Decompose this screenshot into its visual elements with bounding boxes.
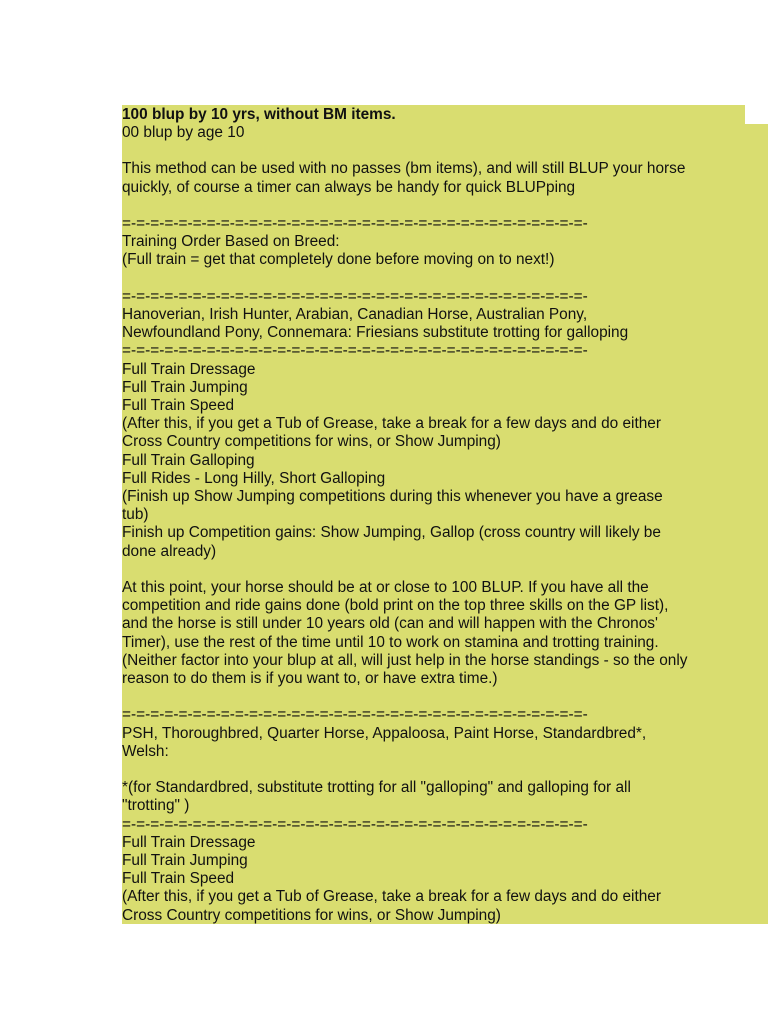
text-line: *(for Standardbred, substitute trotting for all "galloping" and galloping for all <box>122 779 631 797</box>
text-line: reason to do them is if you want to, or have extra time.) <box>122 670 498 687</box>
text-line: This method can be used with no passes (bm items), and will still BLUP your horse <box>122 160 686 178</box>
separator-line: =-=-=-=-=-=-=-=-=-=-=-=-=-=-=-=-=-=-=-=-=-=-=-=-=-=-=-=-=-=-=-=-=- <box>122 342 588 360</box>
text-line: Hanoverian, Irish Hunter, Arabian, Canadian Horse, Australian Pony, <box>122 306 588 323</box>
separator-line: =-=-=-=-=-=-=-=-=-=-=-=-=-=-=-=-=-=-=-=-=-=-=-=-=-=-=-=-=-=-=-=-=- <box>122 815 588 833</box>
text-line: (Full train = get that completely done before moving on to next!) <box>122 251 555 269</box>
text-line: Full Rides - Long Hilly, Short Galloping <box>122 469 386 487</box>
text-line: done already) <box>122 542 217 560</box>
text-line: 00 blup by age 10 <box>122 124 245 141</box>
text-line: PSH, Thoroughbred, Quarter Horse, Appaloosa, Paint Horse, Standardbred*, <box>122 724 647 742</box>
text-line: Cross Country competitions for wins, or Show Jumping) <box>122 906 501 924</box>
text-line: Full Train Dressage <box>122 360 256 378</box>
separator-line: =-=-=-=-=-=-=-=-=-=-=-=-=-=-=-=-=-=-=-=-=-=-=-=-=-=-=-=-=-=-=-=-=- <box>122 706 588 724</box>
text-line: (Finish up Show Jumping competitions during this whenever you have a grease <box>122 488 663 505</box>
text-line: and the horse is still under 10 years old (can and will happen with the Chronos' <box>122 615 658 633</box>
text-line: Full Train Speed <box>122 870 235 888</box>
text-line: Full Train Dressage <box>122 833 256 851</box>
text-line: tub) <box>122 506 149 524</box>
text-line: Full Train Speed <box>122 397 235 414</box>
separator-line: =-=-=-=-=-=-=-=-=-=-=-=-=-=-=-=-=-=-=-=-=-=-=-=-=-=-=-=-=-=-=-=-=- <box>122 287 588 305</box>
text-line: Cross Country competitions for wins, or Show Jumping) <box>122 433 501 451</box>
text-line: (After this, if you get a Tub of Grease, take a break for a few days and do either <box>122 415 661 433</box>
document-title: 100 blup by 10 yrs, without BM items. <box>122 106 396 123</box>
text-line: competition and ride gains done (bold print on the top three skills on the GP list), <box>122 597 669 615</box>
text-line: Timer), use the rest of the time until 10 to work on stamina and trotting training. <box>122 633 659 651</box>
text-line: Training Order Based on Breed: <box>122 233 340 251</box>
text-line: (After this, if you get a Tub of Grease, take a break for a few days and do either <box>122 888 661 906</box>
text-line: (Neither factor into your blup at all, will just help in the horse standings - so the only <box>122 651 688 669</box>
text-line: "trotting" ) <box>122 797 190 815</box>
text-line: Full Train Galloping <box>122 451 255 469</box>
text-line: Welsh: <box>122 742 169 760</box>
text-line: Newfoundland Pony, Connemara: Friesians substitute trotting for galloping <box>122 324 629 342</box>
text-line: quickly, of course a timer can always be handy for quick BLUPping <box>122 178 576 196</box>
separator-line: =-=-=-=-=-=-=-=-=-=-=-=-=-=-=-=-=-=-=-=-=-=-=-=-=-=-=-=-=-=-=-=-=- <box>122 215 588 232</box>
text-line: At this point, your horse should be at or close to 100 BLUP. If you have all the <box>122 579 649 596</box>
text-line: Full Train Jumping <box>122 378 248 396</box>
text-line: Finish up Competition gains: Show Jumping, Gallop (cross country will likely be <box>122 524 661 542</box>
text-line: Full Train Jumping <box>122 852 248 869</box>
